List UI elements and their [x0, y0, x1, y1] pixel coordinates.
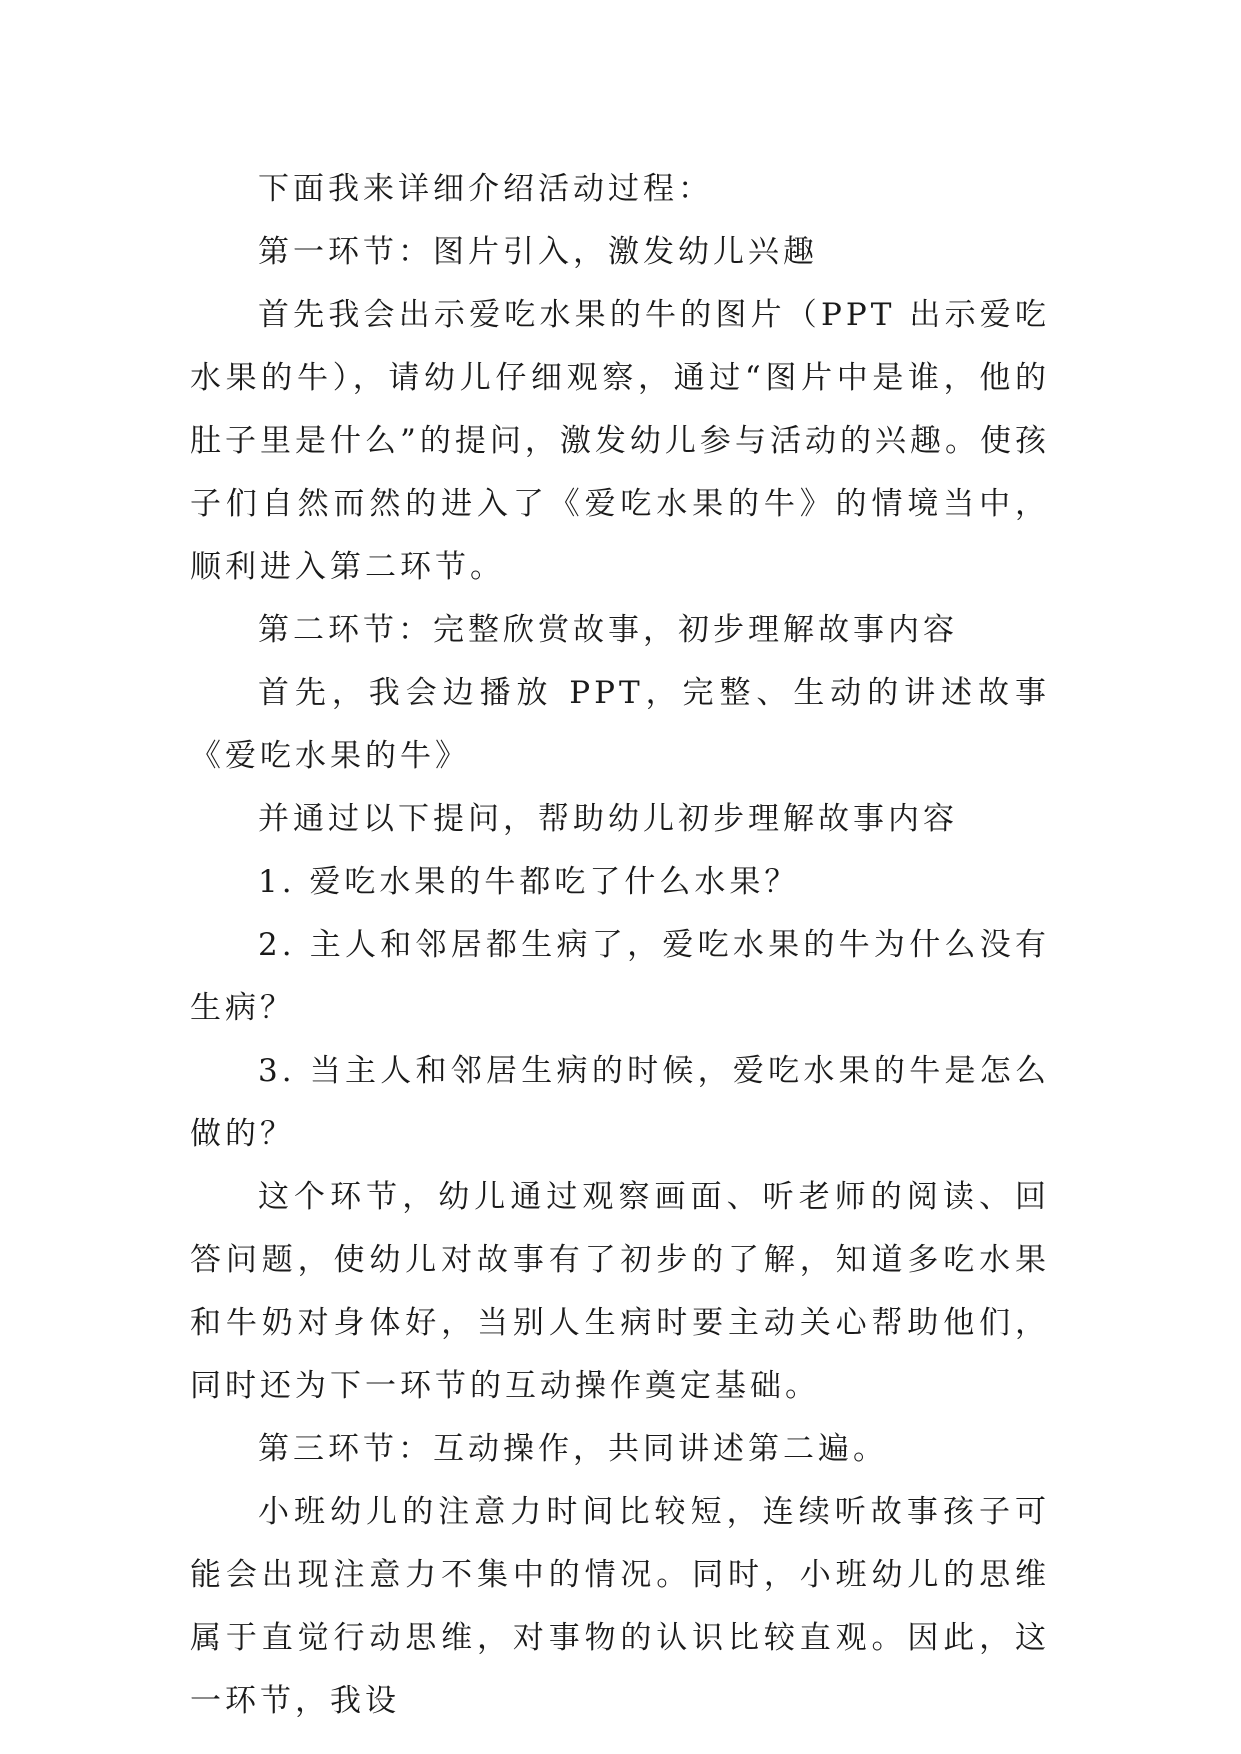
- paragraph-section-3: 小班幼儿的注意力时间比较短，连续听故事孩子可能会出现注意力不集中的情况。同时，小班幼儿的思维属于直觉行动思维，对事物的认识比较直观。因此，这一环节，我设: [190, 1494, 1050, 1719]
- paragraph-section-1: 首先我会出示爱吃水果的牛的图片（PPT 出示爱吃水果的牛），请幼儿仔细观察，通过“图片中是谁，他的肚子里是什么”的提问，激发幼儿参与活动的兴趣。使孩子们自然而然的进入了《爱吃水果的牛》的情境当中，顺利进入第二环节。: [190, 297, 1050, 585]
- paragraph-intro: 下面我来详细介绍活动过程：: [258, 171, 713, 207]
- section-heading-3: 第三环节：互动操作，共同讲述第二遍。: [258, 1431, 888, 1467]
- paragraph-questions-intro: 并通过以下提问，帮助幼儿初步理解故事内容: [258, 801, 958, 837]
- paragraph-section-2-summary: 这个环节，幼儿通过观察画面、听老师的阅读、回答问题，使幼儿对故事有了初步的了解，知道多吃水果和牛奶对身体好，当别人生病时要主动关心帮助他们，同时还为下一环节的互动操作奠定基础。: [190, 1179, 1050, 1404]
- question-item-1: 1. 爱吃水果的牛都吃了什么水果？: [258, 864, 800, 900]
- document-body: [190, 158, 1050, 1733]
- section-heading-1: 第一环节：图片引入，激发幼儿兴趣: [258, 234, 818, 270]
- section-heading-2: 第二环节：完整欣赏故事，初步理解故事内容: [258, 612, 958, 648]
- question-item-3: 3. 当主人和邻居生病的时候，爱吃水果的牛是怎么做的？: [190, 1053, 1050, 1152]
- paragraph-section-2: 首先，我会边播放 PPT，完整、生动的讲述故事《爱吃水果的牛》: [190, 675, 1050, 774]
- question-item-2: 2. 主人和邻居都生病了，爱吃水果的牛为什么没有生病？: [190, 927, 1050, 1026]
